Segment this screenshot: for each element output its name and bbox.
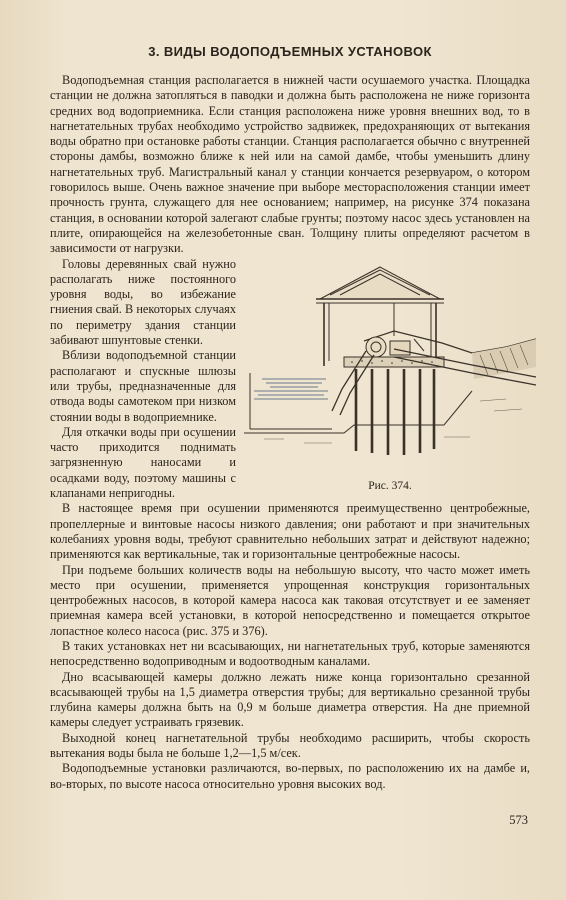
paragraph-2: Головы деревянных свай нужно располагать ниже постоянного уровня воды, во избежание гниения свай. В некоторых случаях по периметру здания станции забивают шпунтовые стенки. (50, 256, 236, 348)
reservoir-water (250, 373, 332, 429)
pump-station-illustration (244, 261, 536, 475)
station-roof (316, 267, 444, 303)
paragraph-4: Для откачки воды при осушении часто приходится поднимать загрязненную наносами и осадками воду, поэтому машины с клапанами непригодны. (50, 424, 236, 501)
body-text (50, 73, 530, 792)
page-number: 573 (509, 813, 528, 827)
foundation-piles (356, 369, 434, 455)
figure-caption: Рис. 374. (368, 479, 412, 492)
section-title: 3. ВИДЫ ВОДОПОДЪЕМНЫХ УСТАНОВОК (148, 44, 432, 59)
paragraph-3: Вблизи водоподъемной станции располагают и спускные шлюзы или трубы, предназначенные для отвода воды самотеком при низком стоянии воды в водоприемнике. (50, 348, 236, 424)
paragraph-9: Выходной конец нагнетательной трубы необходимо расширить, чтобы скорость вытекания воды была не больше 1,2—1,5 м/сек. (50, 730, 530, 761)
paragraph-10: Водоподъемные установки различаются, во-первых, по расположению их на дамбе и, во-вторых, по высоте насоса относительно уровня высоких вод. (50, 761, 530, 791)
paragraph-8: Дно всасывающей камеры должно лежать ниже конца горизонтально срезанной всасывающей трубы на 1,5 диаметра отверстия трубы; для вертикально срезанной трубы глубина камеры должна быть на 0,9 м больше диаметра отверстия. На дне приемной камеры следует устраивать грязевик. (50, 669, 530, 730)
paragraph-5: В настоящее время при осушении применяются преимущественно центробежные, пропеллерные и винтовые насосы низкого давления; они работают и при значительных колебаниях уровня воды, требуют сравнительно небольших затрат и действуют надежно; применяются как вертикальные, так и горизонтальные центробежные насосы. (50, 501, 530, 562)
figure-374 (244, 261, 536, 497)
paragraph-6: При подъеме больших количеств воды на небольшую высоту, что часто может иметь место при осушении, применяется упрощенная конструкция горизонтальных центробежных насосов, в которой камера насоса как таковая отсутствует и ее заменяет приемная камера всей установки, в которой непосредственно и помещается открытое лопастное колесо насоса (рис. 375 и 376). (50, 562, 530, 638)
paragraph-7: В таких установках нет ни всасывающих, ни нагнетательных труб, которые заменяются непосредственно водоприводным и водоотводным каналами. (50, 638, 530, 669)
paragraph-1: Водоподъемная станция располагается в нижней части осушаемого участка. Площадка станции не должна затопляться в паводки и должна быть расположена не ниже горизонта средних вод водоприемника. Если станция расположена ниже уровня внешних вод, то в нагнетательных трубах необходимо устройство задвижек, предохраняющих от вытекания воды обратно при остановке работы станции. Станция располагается обычно с внутренней стороны дамбы, возможно ближе к ней или на самой дамбе, чтобы уменьшить длину нагнетательных труб. Магистральный канал у станции кончается резервуаром, о котором говорилось выше. Очень важное значение при выборе месторасположения станции имеет прочность грунта, служащего для нее основанием; например, на рисунке 374 показана станция, в основании которой залегают слабые грунты; поэтому насос здесь установлен на плите, опирающейся на железобетонные сван. Толщину плиты определяют расчетом в зависимости от нагрузки. (50, 73, 530, 256)
